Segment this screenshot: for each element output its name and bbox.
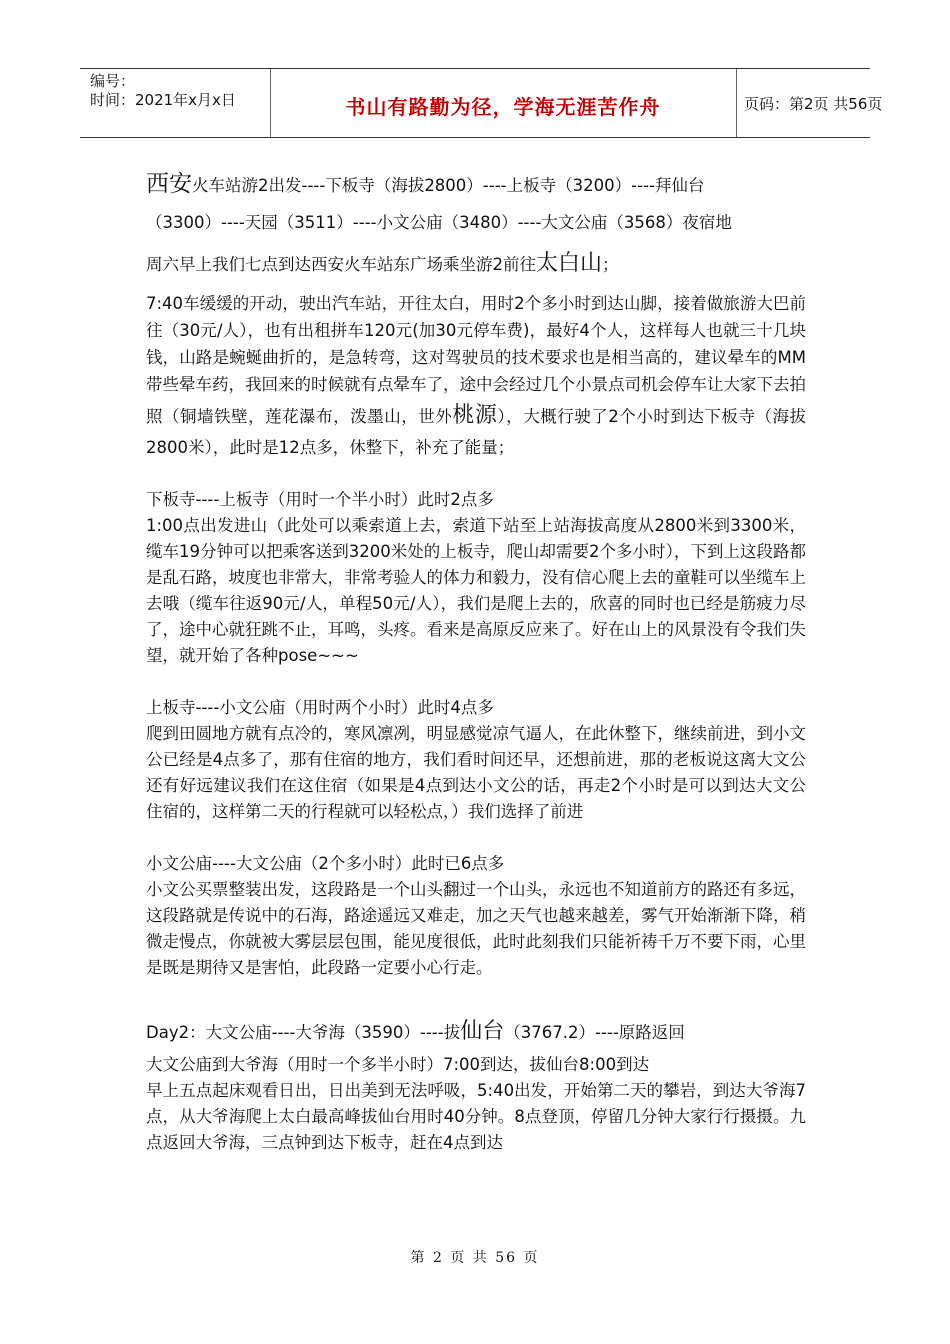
section-2-title: 上板寺----小文公庙（用时两个小时）此时4点多: [146, 698, 494, 717]
route-line-2: （3300）----天园（3511）----小文公庙（3480）----大文公庙（3568）夜宿地: [146, 213, 732, 232]
time-label: 时间：2021年x月x日: [90, 91, 236, 109]
spacer: [146, 669, 806, 695]
section-1-title: 下板寺----上板寺（用时一个半小时）此时2点多: [146, 490, 494, 509]
travel-text-b: ），大概行驶了2个小时到达下板寺（海拔2800米），此时是12点多，休整下，补充了能量；: [146, 407, 807, 457]
header-page-cell: [736, 69, 883, 137]
intro-highlight: 太白山: [536, 251, 603, 276]
day2-head-b: （3767.2）----原路返回: [504, 1023, 685, 1042]
motto: 书山有路勤为径，学海无涯苦作舟: [345, 95, 661, 119]
page-info: 页码：第2页 共56页: [744, 95, 883, 113]
day2-body: 早上五点起床观看日出，日出美到无法呼吸，5:40出发，开始第二天的攀岩，到达大爷海7点，从大爷海爬上太白最高峰拔仙台用时40分钟。8点登顶，停留几分钟大家行行摄摄。九点返回大爷海，三点钟到达下板寺，赶在4点到达: [146, 1081, 806, 1152]
document-body: [146, 165, 806, 1156]
route-lead: 西安: [146, 171, 192, 197]
route-line-1: [146, 165, 806, 205]
section-3-body: 小文公买票整装出发，这段路是一个山头翻过一个山头，永远也不知道前方的路还有多远，这段路就是传说中的石海，路途遥远又难走，加之天气也越来越差，雾气开始渐渐下降，稍微走慢点，你就被大雾层层包围，能见度很低，此时此刻我们只能祈祷千万不要下雨，心里是既是期待又是害怕，此段路一定要小心行走。: [146, 880, 806, 977]
day2-highlight: 仙台: [460, 1019, 505, 1044]
page-header: [80, 68, 883, 138]
header-meta-cell: [80, 69, 271, 137]
travel-paragraph: [146, 290, 806, 461]
header-motto-cell: [270, 69, 737, 137]
section-2-body: 爬到田圆地方就有点冷的，寒风凛冽，明显感觉凉气逼人，在此休整下，继续前进，到小文公已经是4点多了，那有住宿的地方，我们看时间还早，还想前进，那的老板说这离大文公还有好远建议我们在这住宿（如果是4点到达小文公的话，再走2个小时是可以到达大文公住宿的，这样第二天的行程就可以轻松点，）我们选择了前进: [146, 724, 806, 821]
section-1-body: 1:00点出发进山（此处可以乘索道上去，索道下站至上站海拔高度从2800米到3300米，缆车19分钟可以把乘客送到3200米处的上板寺，爬山却需要2个多小时），下到上这段路都是乱石路，坡度也非常大，非常考验人的体力和毅力，没有信心爬上去的童鞋可以坐缆车上去哦（缆车往返90元/人，单程50元/人），我们是爬上去的，欣喜的同时也已经是筋疲力尽了，途中心就狂跳不止，耳鸣，头疼。看来是高原反应来了。好在山上的风景没有令我们失望，就开始了各种pose~~~: [146, 516, 806, 665]
page-footer: 第 2 页 共 56 页: [410, 1250, 540, 1266]
intro-paragraph: [146, 245, 806, 284]
day2-subtitle: 大文公庙到大爷海（用时一个多半小时）7:00到达，拔仙台8:00到达: [146, 1055, 650, 1074]
section-3-title: 小文公庙----大文公庙（2个多小时）此时已6点多: [146, 854, 505, 873]
spacer: [146, 981, 806, 1007]
travel-highlight: 桃源: [452, 403, 498, 428]
day2-head-a: Day2：大文公庙----大爷海（3590）----拔: [146, 1023, 461, 1042]
day2-heading: [146, 1013, 806, 1052]
spacer: [146, 461, 806, 487]
route-text-a: 火车站游2出发----下板寺（海拔2800）----上板寺（3200）----拜仙台: [192, 176, 705, 195]
travel-text-a: 7:40车缓缓的开动，驶出汽车站，开往太白，用时2个多小时到达山脚，接着做旅游大巴前往（30元/人），也有出租拼车120元(加30元停车费)，最好4个人，这样每人也就三十几块钱，山路是蜿蜒曲折的，是急转弯，这对驾驶员的技术要求也是相当高的，建议晕车的MM带些晕车药，我回来的时候就有点晕车了，途中会经过几个小景点司机会停车让大家下去拍照（铜墙铁壁，莲花瀑布，泼墨山，世外: [146, 294, 806, 426]
number-label: 编号：: [90, 72, 136, 90]
spacer: [146, 825, 806, 851]
intro-text: 周六早上我们七点到达西安火车站东广场乘坐游2前往: [146, 255, 536, 274]
intro-tail: ；: [602, 255, 619, 274]
